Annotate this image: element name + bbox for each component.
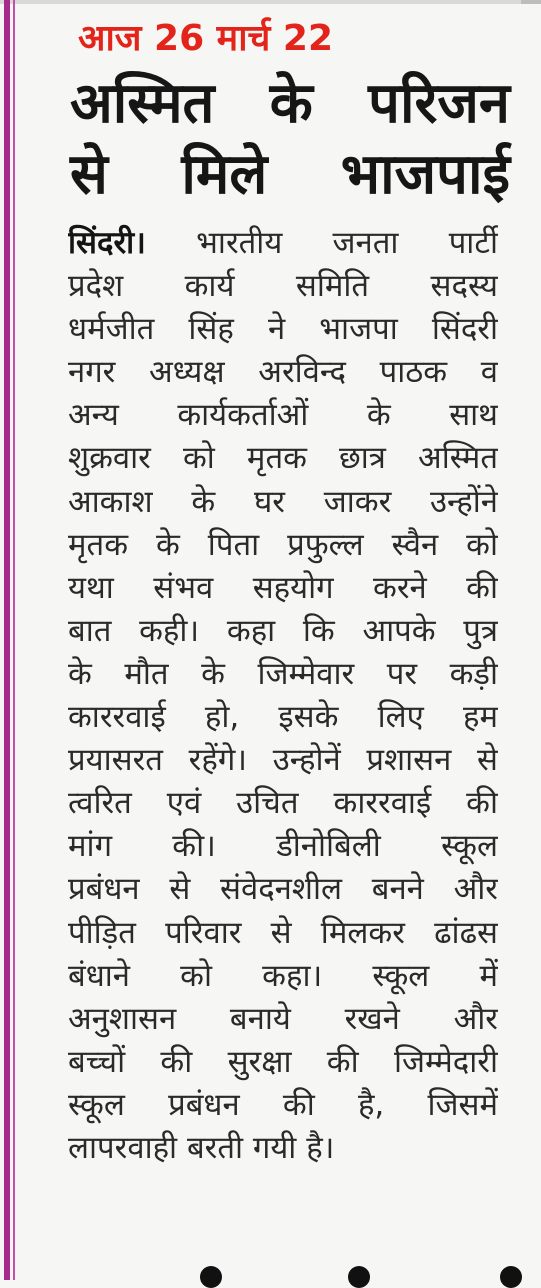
article-line: त्वरित एवं उचित काररवाई की	[68, 785, 498, 822]
article-line: मृतक के पिता प्रफुल्ल स्वैन को	[68, 526, 498, 563]
article-last-line: लापरवाही बरती गयी है।	[68, 1129, 335, 1166]
article-line: प्रयासरत रहेंगे। उन्होनें प्रशासन से	[68, 742, 498, 779]
article-line: मांग की। डीनोबिली स्कूल	[68, 828, 498, 865]
article-line: के मौत के जिम्मेवार पर कड़ी	[68, 655, 498, 692]
corner-tick	[521, 0, 541, 4]
article-line: आकाश के घर जाकर उन्होंने	[68, 483, 498, 520]
bottom-dot-middle	[348, 1266, 370, 1288]
date-line: आज 26 मार्च 22	[78, 18, 334, 59]
article-line: बंधाने को कहा। स्कूल में	[68, 957, 498, 994]
left-border-strip	[4, 0, 10, 1280]
article-line: अनुशासन बनाये रखने और	[68, 1000, 498, 1037]
article-line: नगर अध्यक्ष अरविन्द पाठक व	[68, 354, 498, 391]
article-line: धर्मजीत सिंह ने भाजपा सिंदरी	[68, 311, 498, 348]
top-edge-line	[0, 0, 541, 4]
article-line: पीड़ित परिवार से मिलकर ढांढस	[68, 914, 498, 951]
article-line: शुक्रवार को मृतक छात्र अस्मित	[68, 440, 498, 477]
article-dateline: सिंदरी।	[68, 225, 146, 261]
article-line: प्रबंधन से संवेदनशील बनने और	[68, 871, 498, 908]
bottom-dot-left	[200, 1266, 222, 1288]
article-first-line-rest: भारतीय जनता पार्टी	[196, 225, 498, 261]
article-line-1	[68, 222, 498, 265]
article-line: बच्चों की सुरक्षा की जिम्मेदारी	[68, 1043, 498, 1080]
headline-line-1: अस्मित के परिजन	[70, 71, 510, 136]
article-line: बात कही। कहा कि आपके पुत्र	[68, 612, 498, 649]
bottom-dot-right	[500, 1266, 522, 1288]
article-line: काररवाई हो, इसके लिए हम	[68, 699, 498, 736]
article-body	[68, 222, 498, 1170]
headline-line-2: से मिले भाजपाई	[70, 142, 510, 207]
article-line: प्रदेश कार्य समिति सदस्य	[68, 268, 498, 305]
article-line: यथा संभव सहयोग करने की	[68, 569, 498, 606]
left-border-thin-strip	[13, 0, 15, 1280]
article-line: अन्य कार्यकर्ताओं के साथ	[68, 397, 498, 434]
article-line: स्कूल प्रबंधन की है, जिसमें	[68, 1086, 498, 1123]
